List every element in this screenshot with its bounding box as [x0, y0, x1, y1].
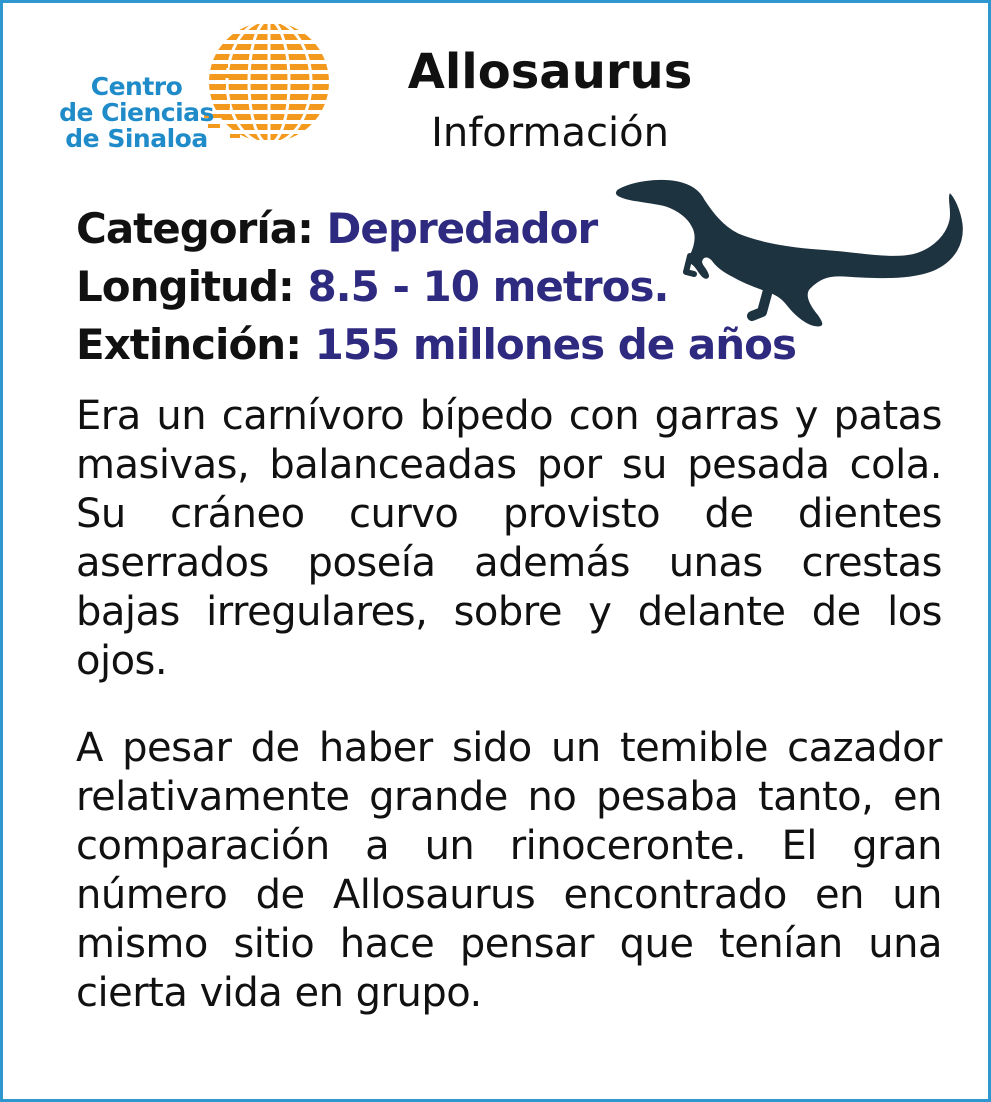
logo-line-1: Centro	[90, 72, 183, 101]
fact-extinction-value: 155 millones de años	[314, 320, 796, 369]
fact-category-label: Categoría:	[76, 204, 313, 253]
fact-length-value: 8.5 - 10 metros.	[307, 262, 669, 311]
facts-list	[76, 200, 796, 374]
fact-extinction	[76, 316, 796, 374]
fact-category	[76, 200, 796, 258]
logo-line-2: de Ciencias	[59, 98, 214, 127]
fact-category-value: Depredador	[326, 204, 598, 253]
logo	[44, 20, 334, 160]
page-title: Allosaurus	[407, 44, 693, 100]
logo-text	[44, 74, 229, 152]
fact-extinction-label: Extinción:	[76, 320, 301, 369]
fact-length	[76, 258, 796, 316]
logo-line-3: de Sinaloa	[65, 124, 208, 153]
description-paragraph-2: A pesar de haber sido un temible cazador relativamente grande no pesaba tanto, en comparación a un rinoceronte. El gran número de Allosaurus encontrado en un mismo sitio hace pensar que tenían una cierta vida en grupo.	[76, 725, 942, 1016]
description-paragraph-1: Era un carnívoro bípedo con garras y patas masivas, balanceadas por su pesada cola. Su cráneo curvo provisto de dientes aserrados poseía además unas crestas bajas irregulares, sobre y delante de los ojos.	[76, 393, 942, 684]
page-subtitle: Información	[431, 110, 669, 156]
fact-length-label: Longitud:	[76, 262, 294, 311]
